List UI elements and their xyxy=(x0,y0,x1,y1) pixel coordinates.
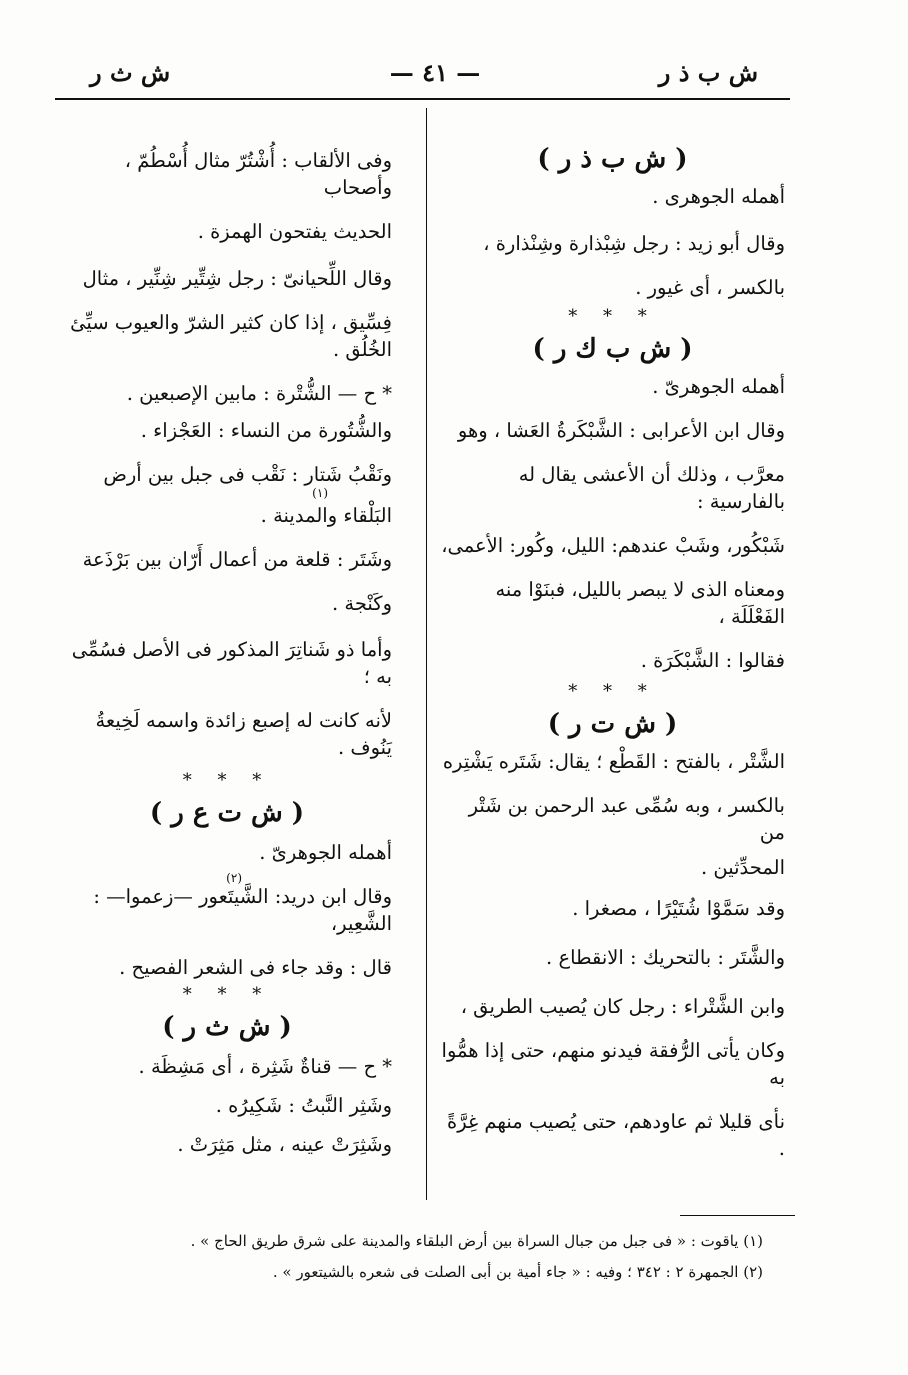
separator-stars: * * * xyxy=(568,681,657,702)
paragraph: وفى الألقاب : أُشْتُرّ مثال أُسْطُمّ ، وأصحاب xyxy=(124,149,392,199)
right-column xyxy=(440,110,785,1162)
paragraph: والشَّتَر : بالتحريك : الانقطاع . xyxy=(546,946,785,969)
paragraph: أهمله الجوهرى . xyxy=(652,185,785,208)
paragraph: وكَنْجة . xyxy=(331,592,392,615)
paragraph: شَبْكُور، وشَبْ عندهم: الليل، وكُور: الأعمى، xyxy=(441,534,785,557)
footnote-marker: (٢) xyxy=(226,871,242,885)
paragraph: البَلْقاء والمدينة . xyxy=(260,504,392,527)
entry-heading: ( ش ب ذ ر ) xyxy=(537,144,688,174)
separator-stars: * * * xyxy=(182,770,272,791)
left-column xyxy=(62,110,392,1158)
paragraph: بالكسر ، أى غيور . xyxy=(635,276,785,299)
paragraph: الشَّتْر ، بالفتح : القَطْع ؛ يقال: شَتَره يَشْتِره xyxy=(442,750,785,773)
paragraph: قال : وقد جاء فى الشعر الفصيح . xyxy=(119,956,392,979)
paragraph: * ح — الشُّتْرة : مابين الإصبعين . xyxy=(126,382,392,405)
footnote-1: (١) ياقوت : « فى جبل من جبال السراة بين أرض البلقاء والمدينة على شرق طريق الحاج » . xyxy=(190,1232,763,1250)
paragraph: أهمله الجوهرىّ . xyxy=(259,841,392,864)
paragraph: وكان يأتى الرُّفقة فيدنو منهم، حتى إذا همُّوا به xyxy=(441,1039,785,1089)
separator-stars: * * * xyxy=(568,306,657,327)
paragraph: وقال أبو زيد : رجل شِبْذارة وشِنْذارة ، xyxy=(483,232,785,255)
running-head-right: ش ب ذ ر xyxy=(658,58,758,87)
entry-heading: ( ش ب ك ر ) xyxy=(532,334,693,364)
footnote-marker: (١) xyxy=(312,486,328,500)
paragraph: وقد سَمَّوْا شُتَيْرًا ، مصغرا . xyxy=(572,897,785,920)
paragraph: وشَثِرَتْ عينه ، مثل مَثِرَتْ . xyxy=(177,1133,392,1156)
paragraph: * ح — قناةٌ شَثِرة ، أى مَشِظَة . xyxy=(138,1055,392,1078)
column-divider xyxy=(426,108,427,1200)
paragraph: وقال اللِّحيانىّ : رجل شِتِّير شِنِّير ، مثال xyxy=(82,267,392,290)
paragraph: نأى قليلا ثم عاودهم، حتى يُصيب منهم غِرَّةً . xyxy=(447,1110,785,1160)
paragraph: وقال ابن الأعرابى : الشَّبْكَرةُ العَشا ، وهو xyxy=(457,419,785,442)
paragraph: وابن الشَّتْراء : رجل كان يُصيب الطريق ، xyxy=(460,995,785,1018)
page-number: — ٤١ — xyxy=(389,58,481,87)
footnote-2: (٢) الجمهرة ٢ : ٣٤٢ ؛ وفيه : « جاء أمية بن أبى الصلت فى شعره بالشيتعور » . xyxy=(272,1263,763,1281)
paragraph: وشَتَر : قلعة من أعمال أَرّان بين بَرْذَعة xyxy=(82,548,392,571)
paragraph: الحديث يفتحون الهمزة . xyxy=(197,220,392,243)
footnote-rule xyxy=(680,1215,795,1216)
entry-heading: ( ش ث ر ) xyxy=(162,1012,292,1042)
running-head-left: ش ث ر xyxy=(90,58,171,87)
paragraph: وقال ابن دريد: الشَّيتَعور —زعموا— : الشَّعِير، xyxy=(93,885,392,935)
paragraph: المحدِّثين . xyxy=(700,856,785,879)
paragraph: معرَّب ، وذلك أن الأعشى يقال له بالفارسية : xyxy=(518,463,785,513)
entry-heading: ( ش ت ر ) xyxy=(547,709,678,739)
paragraph: وشَثِر النَّبتُ : شَكِيرُه . xyxy=(215,1094,392,1117)
paragraph: بالكسر ، وبه سُمِّى عبد الرحمن بن شَتْر من xyxy=(468,794,785,844)
paragraph: فقالوا : الشَّبْكَرَة . xyxy=(640,649,785,672)
paragraph: لأنه كانت له إصبع زائدة واسمه لَخِيعةُ يَنُوف . xyxy=(95,709,392,759)
paragraph: والشُّتُورة من النساء : العَجْزاء . xyxy=(140,419,392,442)
paragraph: ومعناه الذى لا يبصر بالليل، فبنَوْا منه الفَعْلَلَة ، xyxy=(495,578,785,628)
entry-heading: ( ش ت ع ر ) xyxy=(149,798,305,828)
header-rule xyxy=(55,98,790,100)
paragraph: فِسِّيق ، إذا كان كثير الشرّ والعيوب سيِّئ الخُلُق . xyxy=(70,311,392,361)
paragraph: وأما ذو شَناتِرَ المذكور فى الأصل فسُمِّى به ؛ xyxy=(71,638,392,688)
separator-stars: * * * xyxy=(182,984,272,1005)
paragraph: أهمله الجوهرىّ . xyxy=(652,375,785,398)
paragraph: ونَقْبُ شَتار : نَقْب فى جبل بين أرض xyxy=(103,463,392,486)
